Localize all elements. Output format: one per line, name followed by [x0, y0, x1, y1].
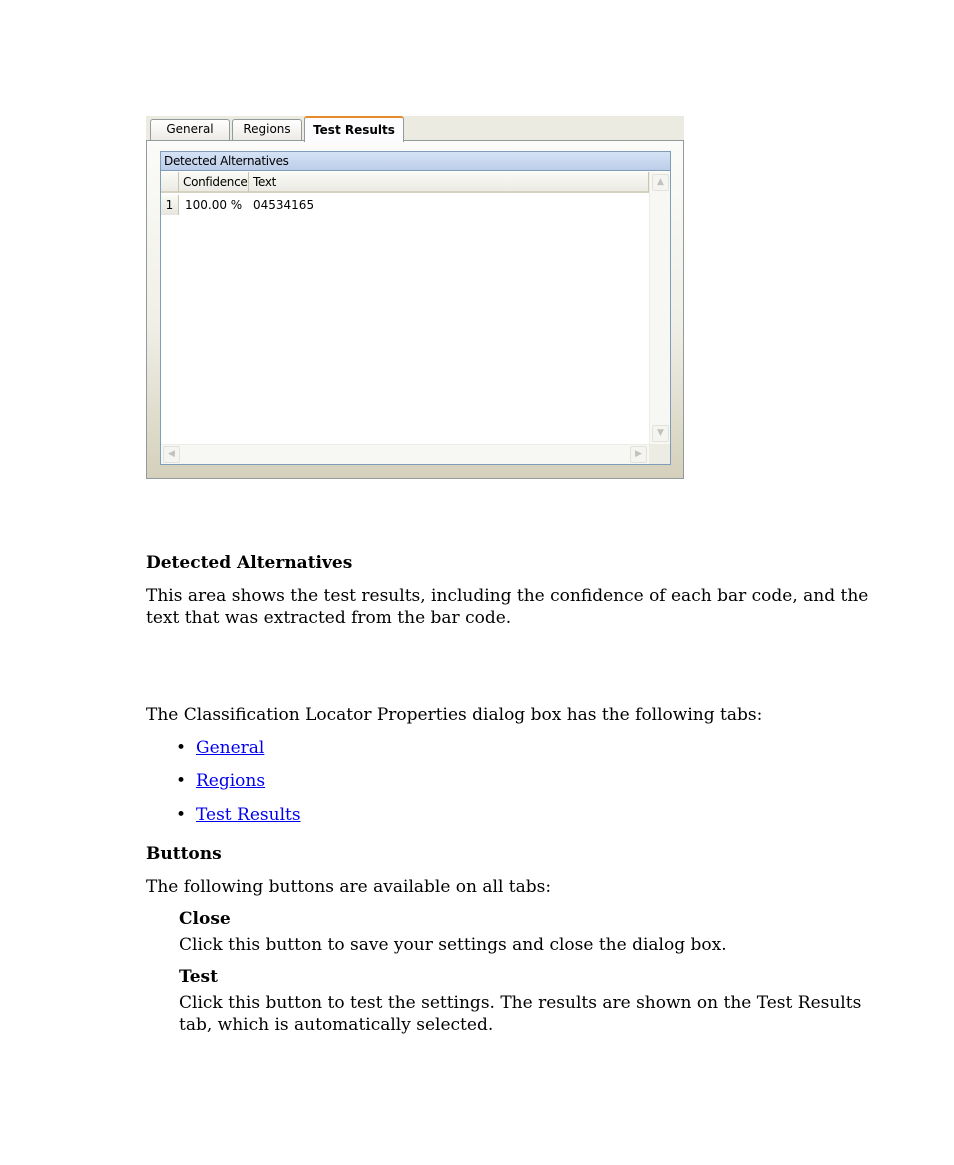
properties-dialog-screenshot — [146, 116, 684, 479]
list-item — [176, 737, 264, 759]
tab-regions[interactable]: Regions — [232, 119, 302, 140]
tab-general[interactable]: General — [150, 119, 230, 140]
scroll-down-icon[interactable]: ▼ — [652, 425, 669, 442]
scroll-right-icon[interactable]: ▶ — [630, 446, 647, 463]
list-item — [176, 770, 265, 792]
vertical-scrollbar[interactable] — [649, 172, 670, 444]
link-general[interactable]: General — [196, 738, 265, 758]
test-description-line-1: Click this button to test the settings. The results are shown on the Test Results — [179, 993, 862, 1013]
detected-alternatives-group — [160, 151, 671, 465]
row-index: 1 — [161, 195, 179, 215]
cell-text: 04534165 — [253, 198, 315, 212]
bullet-icon: • — [176, 738, 187, 758]
tabs-intro: The Classification Locator Properties dialog box has the following tabs: — [146, 705, 763, 725]
bullet-icon: • — [176, 771, 187, 791]
scroll-up-icon[interactable]: ▲ — [652, 174, 669, 191]
link-test-results[interactable]: Test Results — [196, 805, 301, 825]
table-row[interactable] — [161, 195, 649, 215]
results-grid[interactable] — [161, 172, 670, 464]
test-heading: Test — [179, 967, 218, 987]
bullet-icon: • — [176, 805, 187, 825]
column-header-confidence[interactable]: Confidence — [179, 172, 249, 193]
group-title: Detected Alternatives — [161, 152, 670, 171]
section-heading-detected-alternatives: Detected Alternatives — [146, 553, 353, 573]
section-description-line-1: This area shows the test results, including the confidence of each bar code, and the — [146, 586, 869, 606]
tab-strip — [146, 116, 684, 141]
horizontal-scrollbar[interactable] — [161, 444, 649, 464]
tab-test-results[interactable]: Test Results — [304, 116, 404, 142]
close-description: Click this button to save your settings and close the dialog box. — [179, 935, 727, 955]
link-regions[interactable]: Regions — [196, 771, 266, 791]
close-heading: Close — [179, 909, 231, 929]
row-header-column — [161, 172, 179, 193]
scroll-left-icon[interactable]: ◀ — [163, 446, 180, 463]
scrollbar-corner — [649, 444, 670, 464]
section-description-line-2: text that was extracted from the bar code. — [146, 608, 512, 628]
cell-confidence: 100.00 % — [185, 198, 243, 212]
list-item — [176, 804, 301, 826]
column-header-text[interactable]: Text — [249, 172, 649, 193]
tab-panel — [146, 140, 684, 479]
buttons-intro: The following buttons are available on all tabs: — [146, 877, 552, 897]
test-description-line-2: tab, which is automatically selected. — [179, 1015, 494, 1035]
buttons-heading: Buttons — [146, 844, 222, 864]
